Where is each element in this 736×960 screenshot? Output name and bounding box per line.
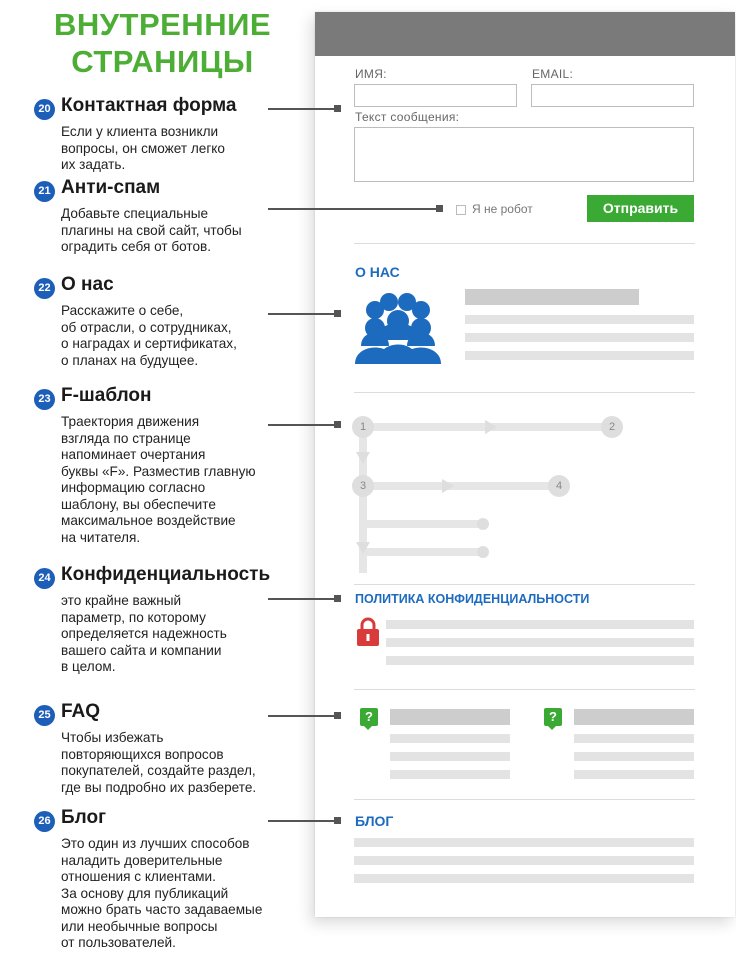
privacy-section-title: ПОЛИТИКА КОНФИДЕНЦИАЛЬНОСТИ [355, 592, 590, 606]
item-description: Чтобы избежать повторяющихся вопросов покупателей, создайте раздел, где вы подробно их разберете. [61, 730, 257, 795]
item-heading: Контактная форма [61, 95, 237, 116]
placeholder-text-bar [386, 656, 694, 665]
divider [354, 243, 695, 244]
arrow-right-icon [442, 479, 454, 493]
item-description: Траектория движения взгляда по странице напоминает очертания буквы «F». Разместив главную информацию согласно шаблону, вы обеспечите максимальное воздействие на читателя. [61, 414, 256, 545]
submit-button[interactable]: Отправить [587, 195, 694, 222]
page-mockup [315, 12, 735, 917]
leader-line [268, 108, 338, 110]
placeholder-text-bar [574, 752, 694, 761]
arrow-down-icon [356, 452, 370, 464]
f-end-dot [477, 546, 489, 558]
placeholder-text-bar [386, 638, 694, 647]
item-number-badge: 24 [34, 568, 55, 589]
f-path-row-4 [359, 548, 484, 556]
placeholder-text-bar [465, 333, 694, 342]
leader-line [268, 715, 338, 717]
page-title [30, 6, 295, 80]
placeholder-text-bar [354, 838, 694, 847]
placeholder-text-bar [465, 315, 694, 324]
placeholder-text-bar [390, 770, 510, 779]
arrow-right-icon [485, 420, 497, 434]
item-description: это крайне важный параметр, по которому определяется надежность вашего сайта и компании в целом. [61, 593, 227, 674]
message-textarea[interactable] [354, 127, 694, 182]
message-label: Текст сообщения: [355, 110, 460, 124]
item-heading: Конфиденциальность [61, 564, 271, 585]
placeholder-text-bar [465, 351, 694, 360]
leader-line [268, 820, 338, 822]
placeholder-heading-bar [390, 709, 510, 725]
divider [354, 584, 695, 585]
item-number-badge: 25 [34, 705, 55, 726]
item-description: Расскажите о себе, об отрасли, о сотрудниках, о наградах и сертификатах, о планах на будущее. [61, 303, 237, 368]
placeholder-text-bar [390, 734, 510, 743]
item-number-badge: 20 [34, 99, 55, 120]
title-line-1: ВНУТРЕННИЕ [53, 7, 272, 42]
about-section-title: О НАС [355, 264, 400, 280]
question-icon: ? [544, 708, 562, 726]
placeholder-text-bar [574, 734, 694, 743]
item-heading: F-шаблон [61, 385, 152, 406]
captcha-label: Я не робот [472, 202, 533, 216]
name-input[interactable] [354, 84, 517, 107]
item-number-badge: 21 [34, 181, 55, 202]
divider [354, 799, 695, 800]
f-path-row-2 [359, 482, 559, 490]
f-node-3: 3 [352, 475, 374, 497]
item-heading: Анти-спам [61, 177, 161, 198]
placeholder-text-bar [390, 752, 510, 761]
placeholder-text-bar [354, 874, 694, 883]
name-label: ИМЯ: [355, 67, 387, 81]
f-node-4: 4 [548, 475, 570, 497]
question-icon: ? [360, 708, 378, 726]
f-path-row-3 [359, 520, 484, 528]
leader-line [268, 313, 338, 315]
item-heading: О нас [61, 274, 114, 295]
leader-line [268, 598, 338, 600]
item-heading: FAQ [61, 701, 101, 722]
placeholder-text-bar [574, 770, 694, 779]
placeholder-heading-bar [465, 289, 639, 305]
divider [354, 392, 695, 393]
item-number-badge: 26 [34, 811, 55, 832]
item-description: Добавьте специальные плагины на свой сайт, чтобы оградить себя от ботов. [61, 206, 242, 254]
lock-icon [356, 617, 380, 647]
f-node-1: 1 [352, 416, 374, 438]
email-label: EMAIL: [532, 67, 574, 81]
placeholder-text-bar [386, 620, 694, 629]
item-heading: Блог [61, 807, 106, 828]
people-group-icon [353, 288, 443, 370]
leader-line [268, 208, 440, 210]
captcha-checkbox[interactable] [456, 205, 466, 215]
blog-section-title: БЛОГ [355, 813, 394, 829]
item-description: Это один из лучших способов наладить доверительные отношения с клиентами. За основу для публикаций можно брать часто задаваемые или необычные вопросы от пользователей. [61, 836, 263, 950]
f-end-dot [477, 518, 489, 530]
leader-line [268, 424, 338, 426]
arrow-down-icon [356, 542, 370, 554]
item-number-badge: 22 [34, 278, 55, 299]
placeholder-heading-bar [574, 709, 694, 725]
f-node-2: 2 [601, 416, 623, 438]
placeholder-text-bar [354, 856, 694, 865]
title-line-2: СТРАНИЦЫ [71, 44, 254, 79]
divider [354, 689, 695, 690]
mockup-header-bar [315, 12, 735, 56]
item-number-badge: 23 [34, 389, 55, 410]
item-description: Если у клиента возникли вопросы, он сможет легко их задать. [61, 124, 225, 172]
email-input[interactable] [531, 84, 694, 107]
